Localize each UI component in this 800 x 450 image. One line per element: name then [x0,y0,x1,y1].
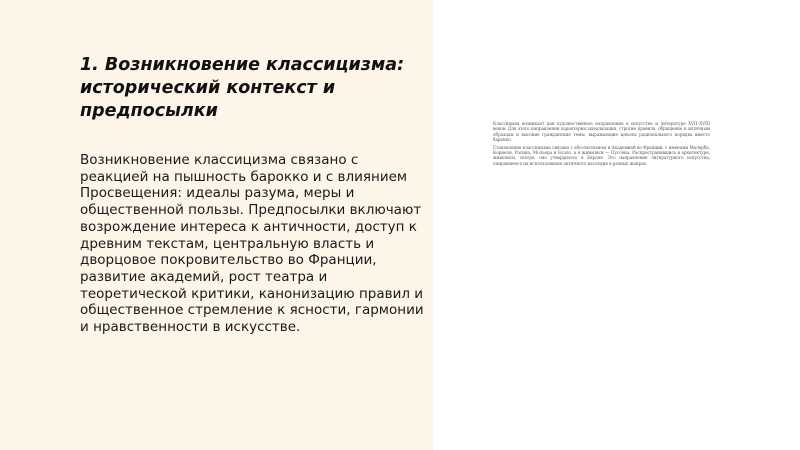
document-paragraph-1: Классицизм возникает как художественное направление в искусстве и литературе XVII–XVIII веков. Для этого направления характерны идеализация, строгие правила, обращение к античным образцам и высокие гражданские темы, выражающие идеалы рационального порядка вместо барокко. [493,121,710,143]
document-paragraph-2: Становление классицизма связано с абсолютизмом и Академией во Франции, с именами Малерба, Корнеля, Расина, Мольера и Буало, а в живописи — Пуссена. Распространившись в архитектуре, живописи, театре, оно утвердилось в Европе. Это направление литературного искусства, опиравшееся на использование античного наследия в разных жанрах. [493,144,710,166]
slide-title: 1. Возникновение классицизма: исторический контекст и предпосылки [80,55,405,121]
document-text-image [493,121,710,213]
right-panel [433,0,800,450]
slide-body-text: Возникновение классицизма связано с реакцией на пышность барокко и с влиянием Просвещения: идеалы разума, меры и общественной пользы. Предпосылки включают возрождение интереса к античности, доступ к древним текстам, центральную власть и дворцовое покровительство во Франции, развитие академий, рост театра и теоретической критики, канонизацию правил и общественное стремление к ясности, гармонии и нравственности в искусстве. [80,152,424,336]
